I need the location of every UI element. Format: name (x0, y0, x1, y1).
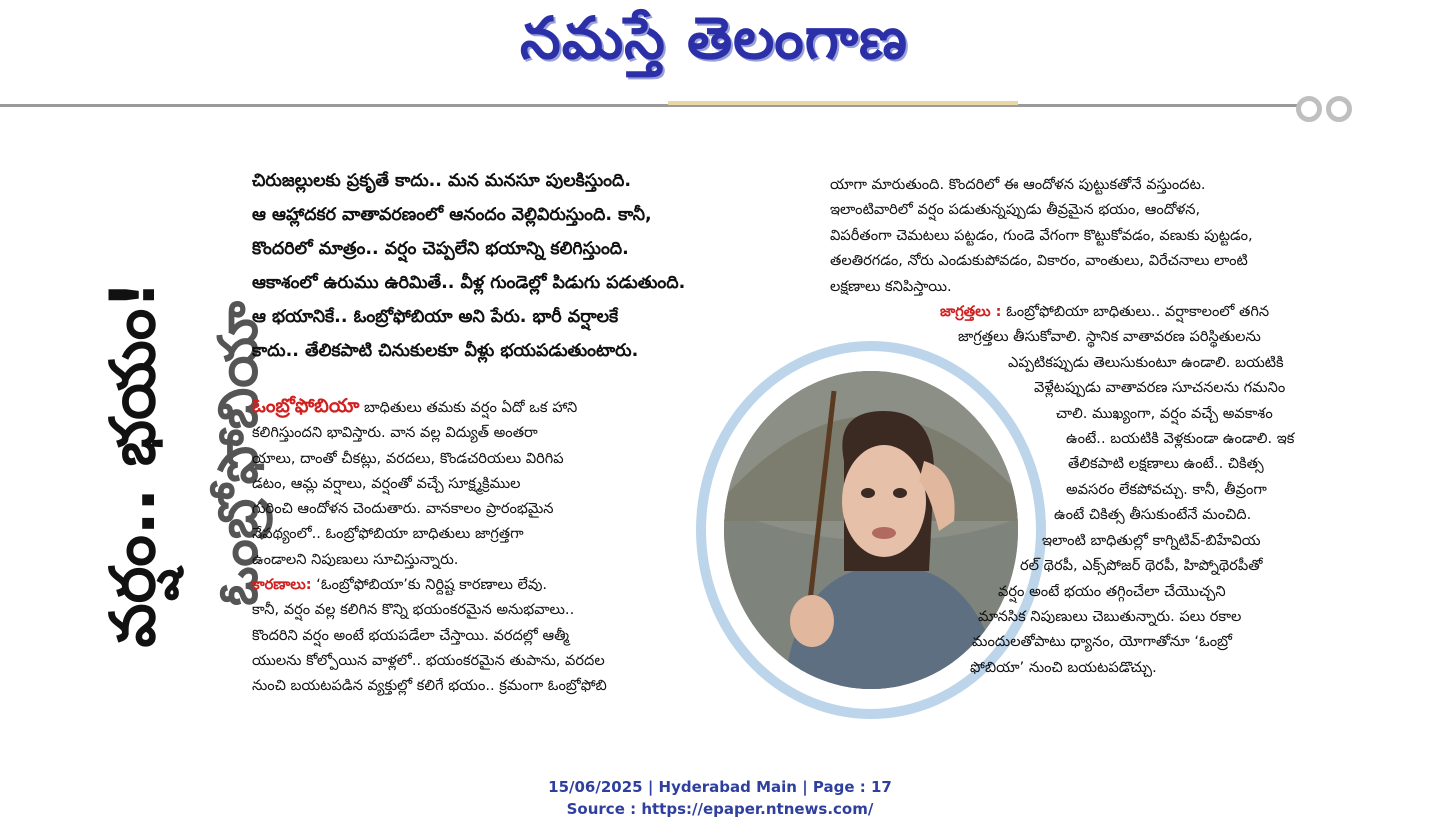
body-line: మానసిక నిపుణులు చెబుతున్నారు. పలు రకాల (978, 607, 1242, 625)
header-divider (0, 104, 1300, 107)
intro-paragraph (252, 164, 782, 368)
intro-line: కాదు.. తేలికపాటి చినుకులకూ వీళ్లు భయపడుతుంటారు. (252, 341, 639, 361)
body-line: ఉంటే.. బయటికి వెళ్లకుండా ఉండాలి. ఇక (1066, 430, 1295, 448)
body-line: కానీ, వర్షం వల్ల కలిగిన కొన్ని భయంకరమైన అనుభవాలు.. (252, 601, 575, 619)
decorative-rings (1296, 96, 1356, 126)
headline-sub: ఓంబ్రోఫోబియా (206, 300, 270, 607)
body-line: డటం, ఆమ్ల వర్షాలు, వర్షంతో వచ్చే సూక్ష్మక్రిముల (252, 474, 521, 492)
body-line: యులను కోల్పోయిన వాళ్లలో.. భయంకరమైన తుపాను, వరదల (252, 651, 605, 669)
body-line: ఉంటే చికిత్స తీసుకుంటేనే మంచిది. (1054, 506, 1252, 524)
body-line: అవసరం లేకపోవచ్చు. కానీ, తీవ్రంగా (1066, 480, 1267, 498)
intro-line: చిరుజల్లులకు ప్రకృతే కాదు.. మన మనసూ పులకిస్తుంది. (252, 171, 632, 191)
care-first: ఓంబ్రోఫోబియా బాధితులు.. వర్షాకాలంలో తగిన (1001, 303, 1270, 321)
body-line: రల్ థెరపీ, ఎక్స్‌పోజర్ థెరపీ, హిప్నోథెరపీతో (1020, 557, 1263, 575)
article-column-1 (252, 394, 692, 699)
intro-line: కొందరిలో మాత్రం.. వర్షం చెప్పలేని భయాన్ని కలిగిస్తుంది. (252, 239, 629, 259)
body-line: జాగ్రత్తలు తీసుకోవాలి. స్థానిక వాతావరణ పరిస్థితులను (958, 328, 1261, 346)
page-footer (0, 776, 1440, 820)
body-line: తలతిరగడం, నోరు ఎండుకుపోవడం, వికారం, వాంతులు, విరేచనాలు లాంటి (830, 252, 1248, 270)
source-link[interactable]: Source : https://epaper.ntnews.com/ (566, 800, 874, 818)
body-line: యాలు, దాంతో చీకట్లు, వరదలు, కొండచరియలు విరిగిప (252, 449, 564, 467)
body-line: వెళ్లేటప్పుడు వాతావరణ సూచనలను గమనిం (1034, 379, 1286, 397)
body-line (252, 572, 692, 597)
body-line: యాగా మారుతుంది. కొందరిలో ఈ ఆందోళన పుట్టుకతోనే వస్తుందట. (830, 176, 1206, 193)
precautions-subhead: జాగ్రత్తలు : (940, 303, 1002, 321)
body-line: ఫోబియా’ నుంచి బయటపడొచ్చు. (970, 658, 1157, 676)
ring-icon (1326, 96, 1352, 122)
body-line: ఎప్పటికప్పుడు తెలుసుకుంటూ ఉండాలి. బయటికి (1008, 353, 1284, 371)
ring-icon (1296, 96, 1322, 122)
body-line: కొందరిని వర్షం అంటే భయపడేలా చేస్తాయి. వరదల్లో ఆత్మీ (252, 626, 570, 644)
headline-main: వర్షం.. భయం! (96, 280, 169, 648)
body-line: విపరీతంగా చెమటలు పట్టడం, గుండె వేగంగా కొట్టుకోవడం, వణుకు పుట్టడం, (830, 226, 1253, 244)
newspaper-logo: నమస్తే తెలంగాణ (520, 4, 908, 72)
body-line: తేలికపాటి లక్షణాలు ఉంటే.. చికిత్స (1068, 455, 1264, 473)
vertical-headline (30, 150, 270, 730)
edition-info: 15/06/2025 | Hyderabad Main | Page : 17 (548, 778, 892, 796)
body-line: నుంచి బయటపడిన వ్యక్తుల్లో కలిగే భయం.. క్రమంగా ఓంబ్రోఫోబి (252, 677, 607, 695)
lead-rest: బాధితులు తమకు వర్షం ఏదో ఒక హాని (359, 399, 578, 416)
body-line: ఇలాంటి బాధితుల్లో కాగ్నిటివ్-బిహేవియ (1042, 531, 1261, 549)
body-line (252, 394, 692, 420)
body-line: ఇలాంటివారిలో వర్షం పడుతున్నప్పుడు తీవ్రమైన భయం, ఆందోళన, (830, 201, 1201, 219)
body-line: లక్షణాలు కనిపిస్తాయి. (830, 277, 952, 295)
intro-line: ఆ ఆహ్లాదకర వాతావరణంలో ఆనందం వెల్లివిరుస్తుంది. కానీ, (252, 205, 652, 225)
body-line (810, 299, 1370, 324)
body-line: నేపథ్యంలో.. ఓంబ్రోఫోబియా బాధితులు జాగ్రత్తగా (252, 525, 524, 543)
body-line: మందులతోపాటు ధ్యానం, యోగాతోనూ ‘ఓంబ్రో (972, 633, 1232, 651)
body-line: ఉండాలని నిపుణులు సూచిస్తున్నారు. (252, 550, 459, 568)
causes-subhead: కారణాలు: (252, 576, 312, 594)
lead-term: ఓంబ్రోఫోబియా (252, 395, 360, 417)
body-line: కలిగిస్తుందని భావిస్తారు. వాన వల్ల విద్యుత్ అంతరా (252, 424, 538, 442)
header-divider-accent (668, 101, 1018, 105)
causes-first: ‘ఓంబ్రోఫోబియా’కు నిర్దిష్ట కారణాలు లేవు. (311, 576, 548, 594)
body-line: వర్షం అంటే భయం తగ్గించేలా చేయొచ్చని (998, 582, 1226, 600)
body-line: చాలి. ముఖ్యంగా, వర్షం వచ్చే అవకాశం (1056, 404, 1273, 422)
intro-line: ఆకాశంలో ఉరుము ఉరిమితే.. వీళ్ల గుండెల్లో పిడుగు పడుతుంది. (252, 273, 686, 293)
body-line: గురించి ఆందోళన చెందుతారు. వానకాలం ప్రారంభమైన (252, 500, 554, 518)
masthead (0, 0, 1440, 100)
intro-line: ఆ భయానికే.. ఓంబ్రోఫోబియా అని పేరు. భారీ వర్షాలకే (252, 307, 619, 327)
article-column-2 (810, 172, 1370, 680)
